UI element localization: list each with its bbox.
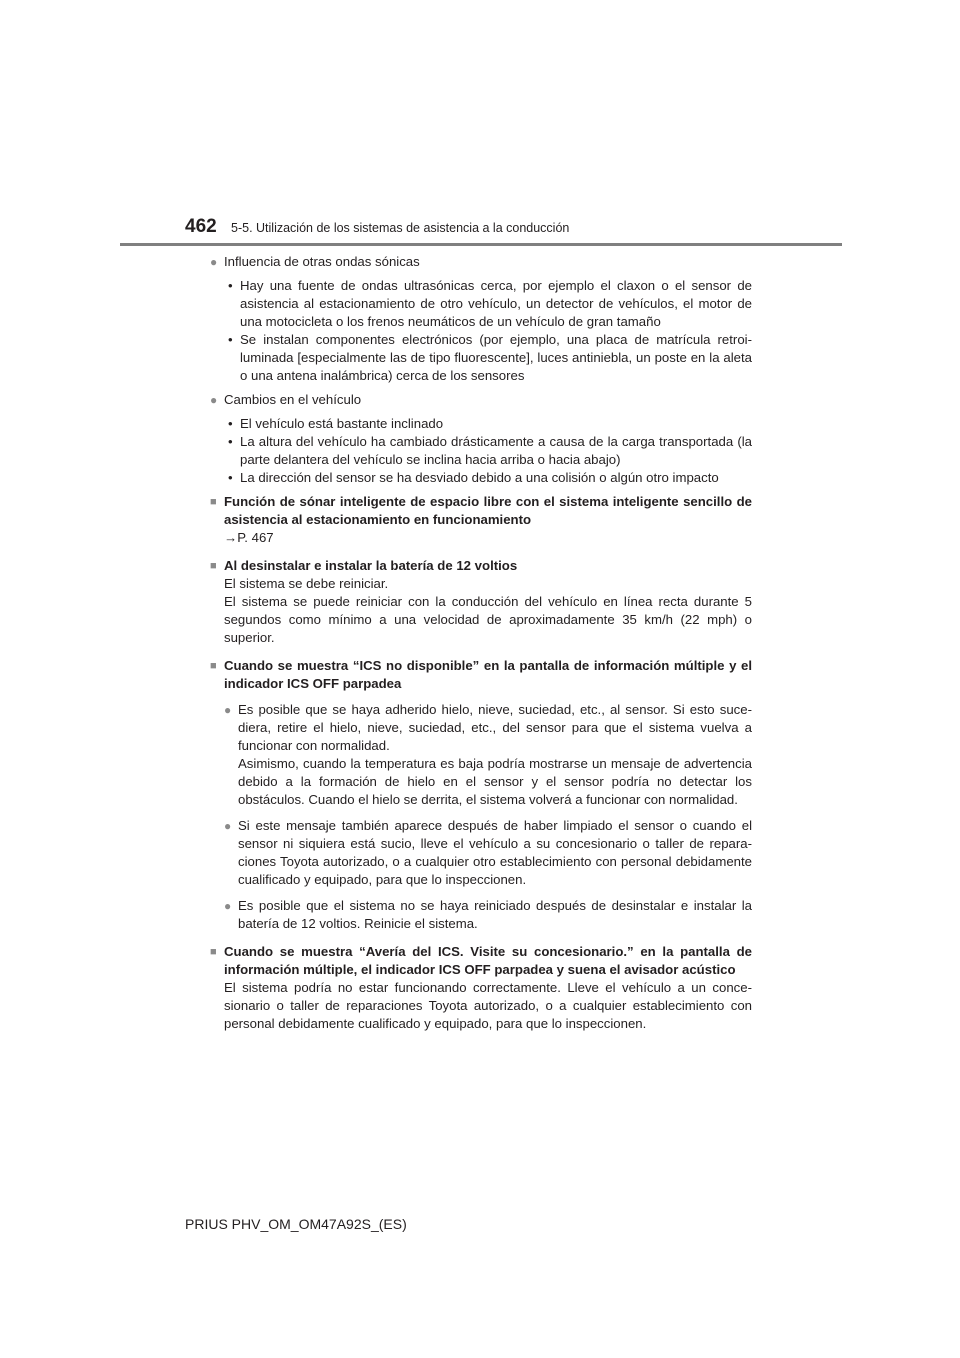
dot-bullet-icon: • <box>228 278 233 293</box>
list-item: ● Es posible que el sistema no se haya reiniciado después de desinstalar e instalar la batería de 12 voltios. Reinicie el sistema. <box>224 898 752 931</box>
square-bullet-icon: ■ <box>210 946 217 958</box>
section-influence-sonic-waves <box>210 253 752 271</box>
subsection-title: Influencia de otras ondas sónicas <box>224 254 420 269</box>
dot-bullet-icon: • <box>228 332 233 347</box>
dot-bullet-icon: • <box>228 470 233 485</box>
section-heading: Cuando se muestra “Avería del ICS. Visite su concesionario.” en la pantalla de información múltiple, el indicador ICS OFF parpadea y suena el avisador acústico <box>224 944 752 977</box>
section-ics-malfunction <box>210 943 752 1033</box>
list-item: • La altura del vehículo ha cambiado drásticamente a causa de la carga transportada (la parte delantera del vehículo se inclina hacia arriba o hacia abajo) <box>228 434 752 467</box>
list-item: ● Es posible que se haya adherido hielo, nieve, suciedad, etc., al sensor. Si esto sucediera, retire el hielo, nieve, suciedad, etc., del sensor para que el sistema vuelva a funcionar con normalidad. Asimismo, cuando la temperatura es baja podría mostrarse un mensaje de advertencia debido a la formación de hielo en el sensor y el sensor podría no detectar los obstáculos. Cuando el hielo se derrita, el sistema volverá a funcionar con normalidad. <box>224 702 752 807</box>
section-heading: Al desinstalar e instalar la batería de 12 voltios <box>224 558 518 573</box>
page-number: 462 <box>185 216 217 237</box>
circle-bullet-icon: ● <box>224 899 232 913</box>
square-bullet-icon: ■ <box>210 560 217 572</box>
page-reference-link[interactable]: →P. 467 <box>224 530 274 545</box>
list-item: • El vehículo está bastante inclinado <box>228 416 444 431</box>
circle-bullet-icon: ● <box>210 255 218 269</box>
circle-bullet-icon: ● <box>224 819 232 833</box>
circle-bullet-icon: ● <box>210 393 218 407</box>
section-vehicle-changes <box>210 391 752 409</box>
circle-bullet-icon: ● <box>224 703 232 717</box>
section-heading: Cuando se muestra “ICS no disponible” en la pantalla de información múltiple y el indicador ICS OFF parpadea <box>224 658 752 691</box>
list-item: • La dirección del sensor se ha desviado debido a una colisión o algún otro impacto <box>228 470 719 485</box>
list-item: ● Si este mensaje también aparece después de haber limpiado el sensor o cuando el sensor ni siquiera está sucio, lleve el vehículo a su concesionario o taller de reparaciones Toyota autorizado, o a cualquier otro establecimiento con personal debidamente cualificado y equipado, para que lo inspeccionen. <box>224 818 752 887</box>
section-battery <box>210 557 752 647</box>
header-rule <box>120 243 842 246</box>
dot-bullet-icon: • <box>228 416 233 431</box>
square-bullet-icon: ■ <box>210 660 217 672</box>
section-title: 5-5. Utilización de los sistemas de asistencia a la conducción <box>231 221 570 235</box>
section-sonar-function <box>210 493 752 547</box>
subsection-title: Cambios en el vehículo <box>224 392 362 407</box>
square-bullet-icon: ■ <box>210 496 217 508</box>
influence-list <box>210 277 752 385</box>
list-item: • Se instalan componentes electrónicos (por ejemplo, una placa de matrícula retroiluminada [especialmente las de tipo fluorescente], luces antiniebla, un poste en la aleta o una antena inalámbrica) cerca de los sensores <box>228 332 752 383</box>
section-ics-unavailable <box>210 657 752 933</box>
footer-doc-code: PRIUS PHV_OM_OM47A92S_(ES) <box>185 1216 407 1232</box>
page-content <box>210 253 752 1033</box>
vehicle-changes-list <box>210 415 752 487</box>
list-item: • Hay una fuente de ondas ultrasónicas cerca, por ejemplo el claxon o el sensor de asistencia al estacionamiento de otro vehículo, un detector de vehículos, el motor de una motocicleta o los frenos neumáticos de un vehículo de gran tamaño <box>228 278 752 329</box>
section-body: El sistema podría no estar funcionando correctamente. Lleve el vehículo a un concesionario o taller de reparaciones Toyota autorizado, o a cualquier establecimiento con personal debidamente cualificado y equipado, para que lo inspeccionen. <box>224 980 752 1031</box>
dot-bullet-icon: • <box>228 434 233 449</box>
section-heading: Función de sónar inteligente de espacio libre con el sistema inteligente sencillo de asistencia al estacionamiento en funcionamiento <box>224 494 752 527</box>
section-body: El sistema se debe reiniciar. El sistema se puede reiniciar con la conducción del vehículo en línea recta durante 5 segundos como mínimo a una velocidad de aproximadamente 35 km/h (22 mph) o superior. <box>224 576 752 645</box>
